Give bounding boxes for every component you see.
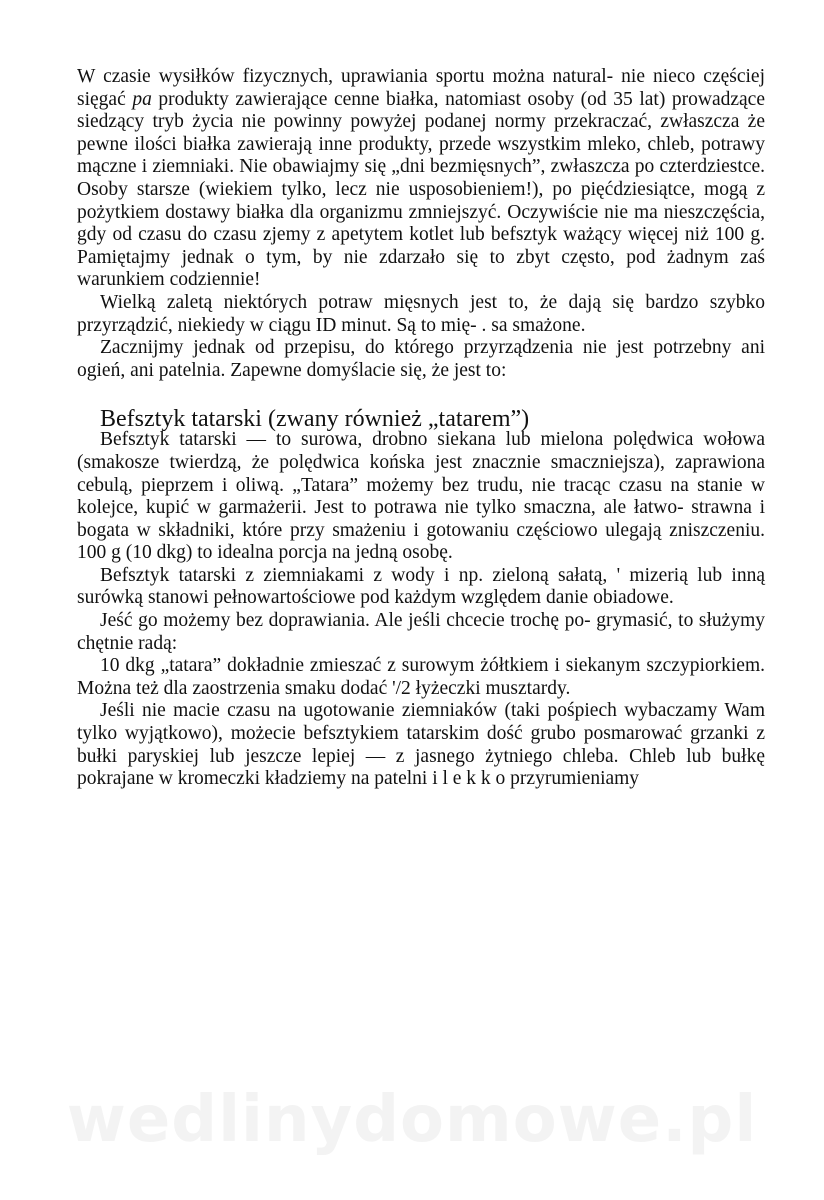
recipe-paragraph-2: Befsztyk tatarski z ziemniakami z wody i np. zieloną sałatą, ' mizerią lub inną surówką stanowi pełnowartościowe pod każdym względem danie obiadowe.	[77, 564, 765, 609]
recipe-paragraph-1: Befsztyk tatarski — to surowa, drobno siekana lub mielona polędwica wołowa (smakosze twierdzą, że polędwica końska jest znacznie smaczniejsza), zaprawiona cebulą, pieprzem i oliwą. „Tatara” możemy bez trudu, nie tracąc czasu na stanie w kolejce, kupić w garmażerii. Jest to potrawa nie tylko smaczna, ale łatwo- strawna i bogata w składniki, które przy smażeniu i gotowaniu częściowo ulegają zniszczeniu. 100 g (10 dkg) to idealna porcja na jedną osobę.	[77, 429, 765, 564]
watermark: wedlinydomowe.pl	[66, 1083, 758, 1157]
intro-paragraph-1: W czasie wysiłków fizycznych, uprawiania sportu można natural- nie nieco częściej sięgać pa produkty zawierające cenne białka, natomiast osoby (od 35 lat) prowadzące siedzący tryb życia nie powinny powyżej podanej normy przekraczać, zwłaszcza że pewne ilości białka zawierają inne produkty, przede wszystkim mleko, chleb, potrawy mączne i ziemniaki. Nie obawiajmy się „dni bezmięsnych”, zwłaszcza po czterdziestce. Osoby starsze (wiekiem tylko, lecz nie usposobieniem!), po pięćdziesiątce, mogą z pożytkiem dostawy białka dla organizmu zmniejszyć. Oczywiście nie ma nieszczęścia, gdy od czasu do czasu zjemy z apetytem kotlet lub befsztyk ważący więcej niż 100 g. Pamiętajmy jednak o tym, by nie zdarzało się to zbyt często, pod żadnym zaś warunkiem codziennie!	[77, 66, 765, 291]
recipe-heading: Befsztyk tatarski (zwany również „tatarem”)	[100, 406, 530, 433]
intro-paragraph-3: Zacznijmy jednak od przepisu, do którego przyrządzenia nie jest potrzebny ani ogień, ani patelnia. Zapewne domyślacie się, że jest to:	[77, 337, 765, 381]
recipe-paragraph-5: Jeśli nie macie czasu na ugotowanie ziemniaków (taki pośpiech wybaczamy Wam tylko wyjątkowo), możecie befsztykiem tatarskim dość grubo posmarować grzanki z bułki paryskiej lub jeszcze lepiej — z jasnego żytniego chleba. Chleb lub bułkę pokrajane w kromeczki kładziemy na patelni i l e k k o przyrumieniamy	[77, 700, 765, 790]
recipe-paragraph-4: 10 dkg „tatara” dokładnie zmieszać z surowym żółtkiem i siekanym szczypiorkiem. Można też dla zaostrzenia smaku dodać '/2 łyżeczki musztardy.	[77, 655, 765, 699]
document-page	[77, 66, 765, 791]
recipe-paragraph-3: Jeść go możemy bez doprawiania. Ale jeśli chcecie trochę po- grymasić, to służymy chętnie radą:	[77, 610, 765, 654]
intro-paragraph-2: Wielką zaletą niektórych potraw mięsnych jest to, że dają się bardzo szybko przyrządzić, niekiedy w ciągu ID minut. Są to mię- . sa smażone.	[77, 291, 765, 336]
